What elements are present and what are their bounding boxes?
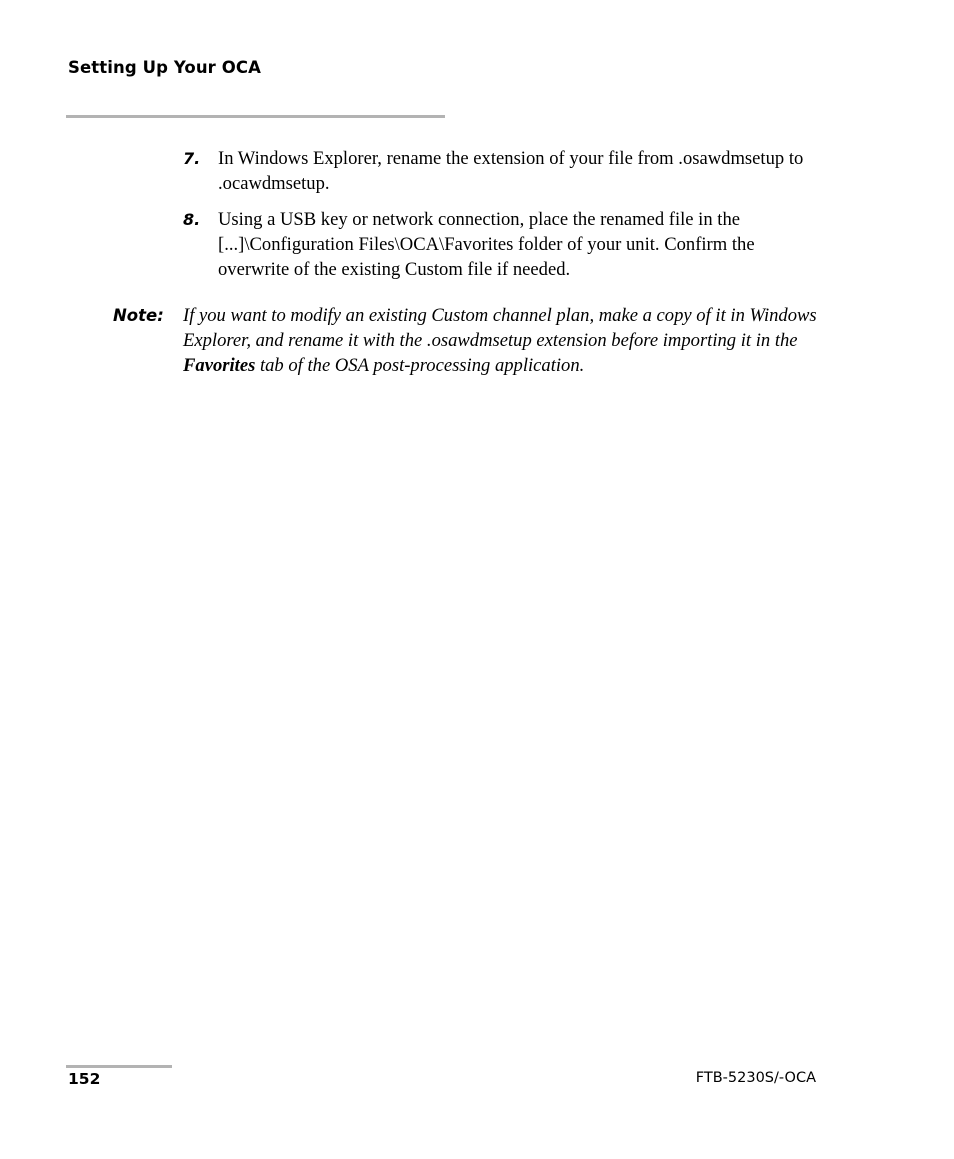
note-emphasis: Favorites (183, 355, 256, 376)
section-title: Setting Up Your OCA (68, 58, 261, 77)
step-7 (183, 146, 823, 196)
note-block (113, 303, 833, 378)
step-number: 7. (183, 149, 201, 168)
step-8 (183, 207, 823, 282)
step-text: Using a USB key or network connection, place the renamed file in the [...]\Configuration Files\OCA\Favorites folder of your unit. Confirm the overwrite of the existing Custom file if needed. (218, 209, 755, 280)
step-text: In Windows Explorer, rename the extension of your file from .osawdmsetup to .ocawdmsetup. (218, 148, 804, 194)
header-divider (66, 115, 445, 118)
note-text (183, 303, 833, 378)
page-number: 152 (68, 1070, 101, 1088)
note-label: Note: (113, 306, 164, 325)
note-text-before: If you want to modify an existing Custom channel plan, make a copy of it in Windows Explorer, and rename it with the .osawdmsetup extension before importing it in the (183, 305, 817, 351)
note-text-after: tab of the OSA post-processing application. (255, 355, 585, 376)
footer-divider (66, 1065, 172, 1068)
step-number: 8. (183, 210, 201, 229)
product-name: FTB-5230S/-OCA (695, 1070, 816, 1086)
